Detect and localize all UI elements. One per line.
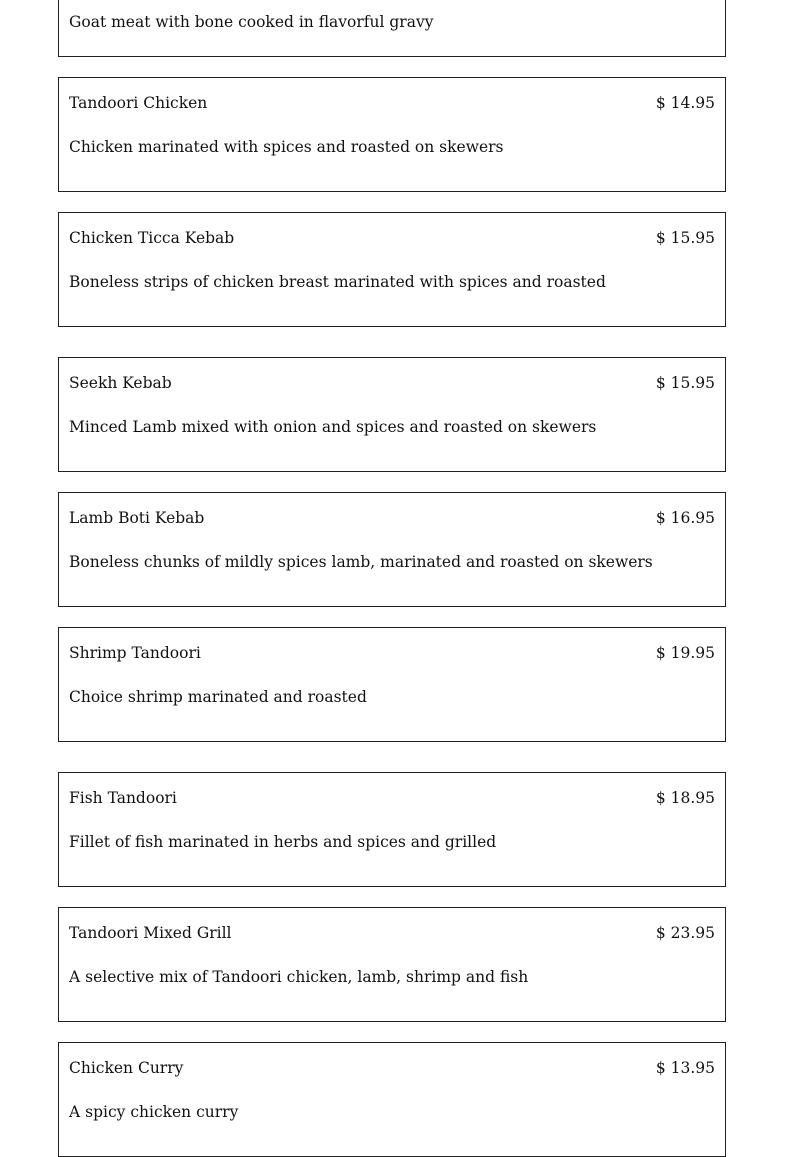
menu-item-price: $ 15.95 xyxy=(655,374,715,392)
menu-item-price: $ 16.95 xyxy=(655,509,715,527)
menu-item-name: Chicken Curry xyxy=(69,1059,184,1077)
menu-item-name: Tandoori Chicken xyxy=(69,94,208,112)
menu-item-description: Minced Lamb mixed with onion and spices and roasted on skewers xyxy=(69,418,597,436)
menu-item-name: Lamb Boti Kebab xyxy=(69,509,205,527)
menu-item-name: Fish Tandoori xyxy=(69,789,177,807)
menu-item-name: Seekh Kebab xyxy=(69,374,172,392)
menu-item-description: Chicken marinated with spices and roasted on skewers xyxy=(69,138,504,156)
menu-item-card xyxy=(58,772,726,887)
menu-item-description: Boneless strips of chicken breast marinated with spices and roasted xyxy=(69,273,606,291)
menu-item-price: $ 13.95 xyxy=(655,1059,715,1077)
menu-item-description: A spicy chicken curry xyxy=(69,1103,239,1121)
menu-item-price: $ 23.95 xyxy=(655,924,715,942)
menu-item-card xyxy=(58,1042,726,1157)
menu-item-name: Shrimp Tandoori xyxy=(69,644,201,662)
menu-item-description: Goat meat with bone cooked in flavorful gravy xyxy=(69,13,434,31)
menu-item-price: $ 15.95 xyxy=(655,229,715,247)
menu-item-name: Tandoori Mixed Grill xyxy=(69,924,232,942)
menu-item-card xyxy=(58,627,726,742)
menu-item-card xyxy=(58,357,726,472)
menu-item-card xyxy=(58,212,726,327)
menu-item-price: $ 18.95 xyxy=(655,789,715,807)
menu-item-price: $ 19.95 xyxy=(655,644,715,662)
menu-item-card xyxy=(58,0,726,57)
menu-item-card xyxy=(58,492,726,607)
menu-item-description: Boneless chunks of mildly spices lamb, marinated and roasted on skewers xyxy=(69,553,653,571)
menu-item-card xyxy=(58,77,726,192)
menu-item-description: Choice shrimp marinated and roasted xyxy=(69,688,367,706)
menu-item-description: Fillet of fish marinated in herbs and spices and grilled xyxy=(69,833,497,851)
menu-item-card xyxy=(58,907,726,1022)
menu-item-description: A selective mix of Tandoori chicken, lamb, shrimp and fish xyxy=(69,968,529,986)
menu-item-name: Chicken Ticca Kebab xyxy=(69,229,235,247)
menu-item-price: $ 14.95 xyxy=(655,94,715,112)
